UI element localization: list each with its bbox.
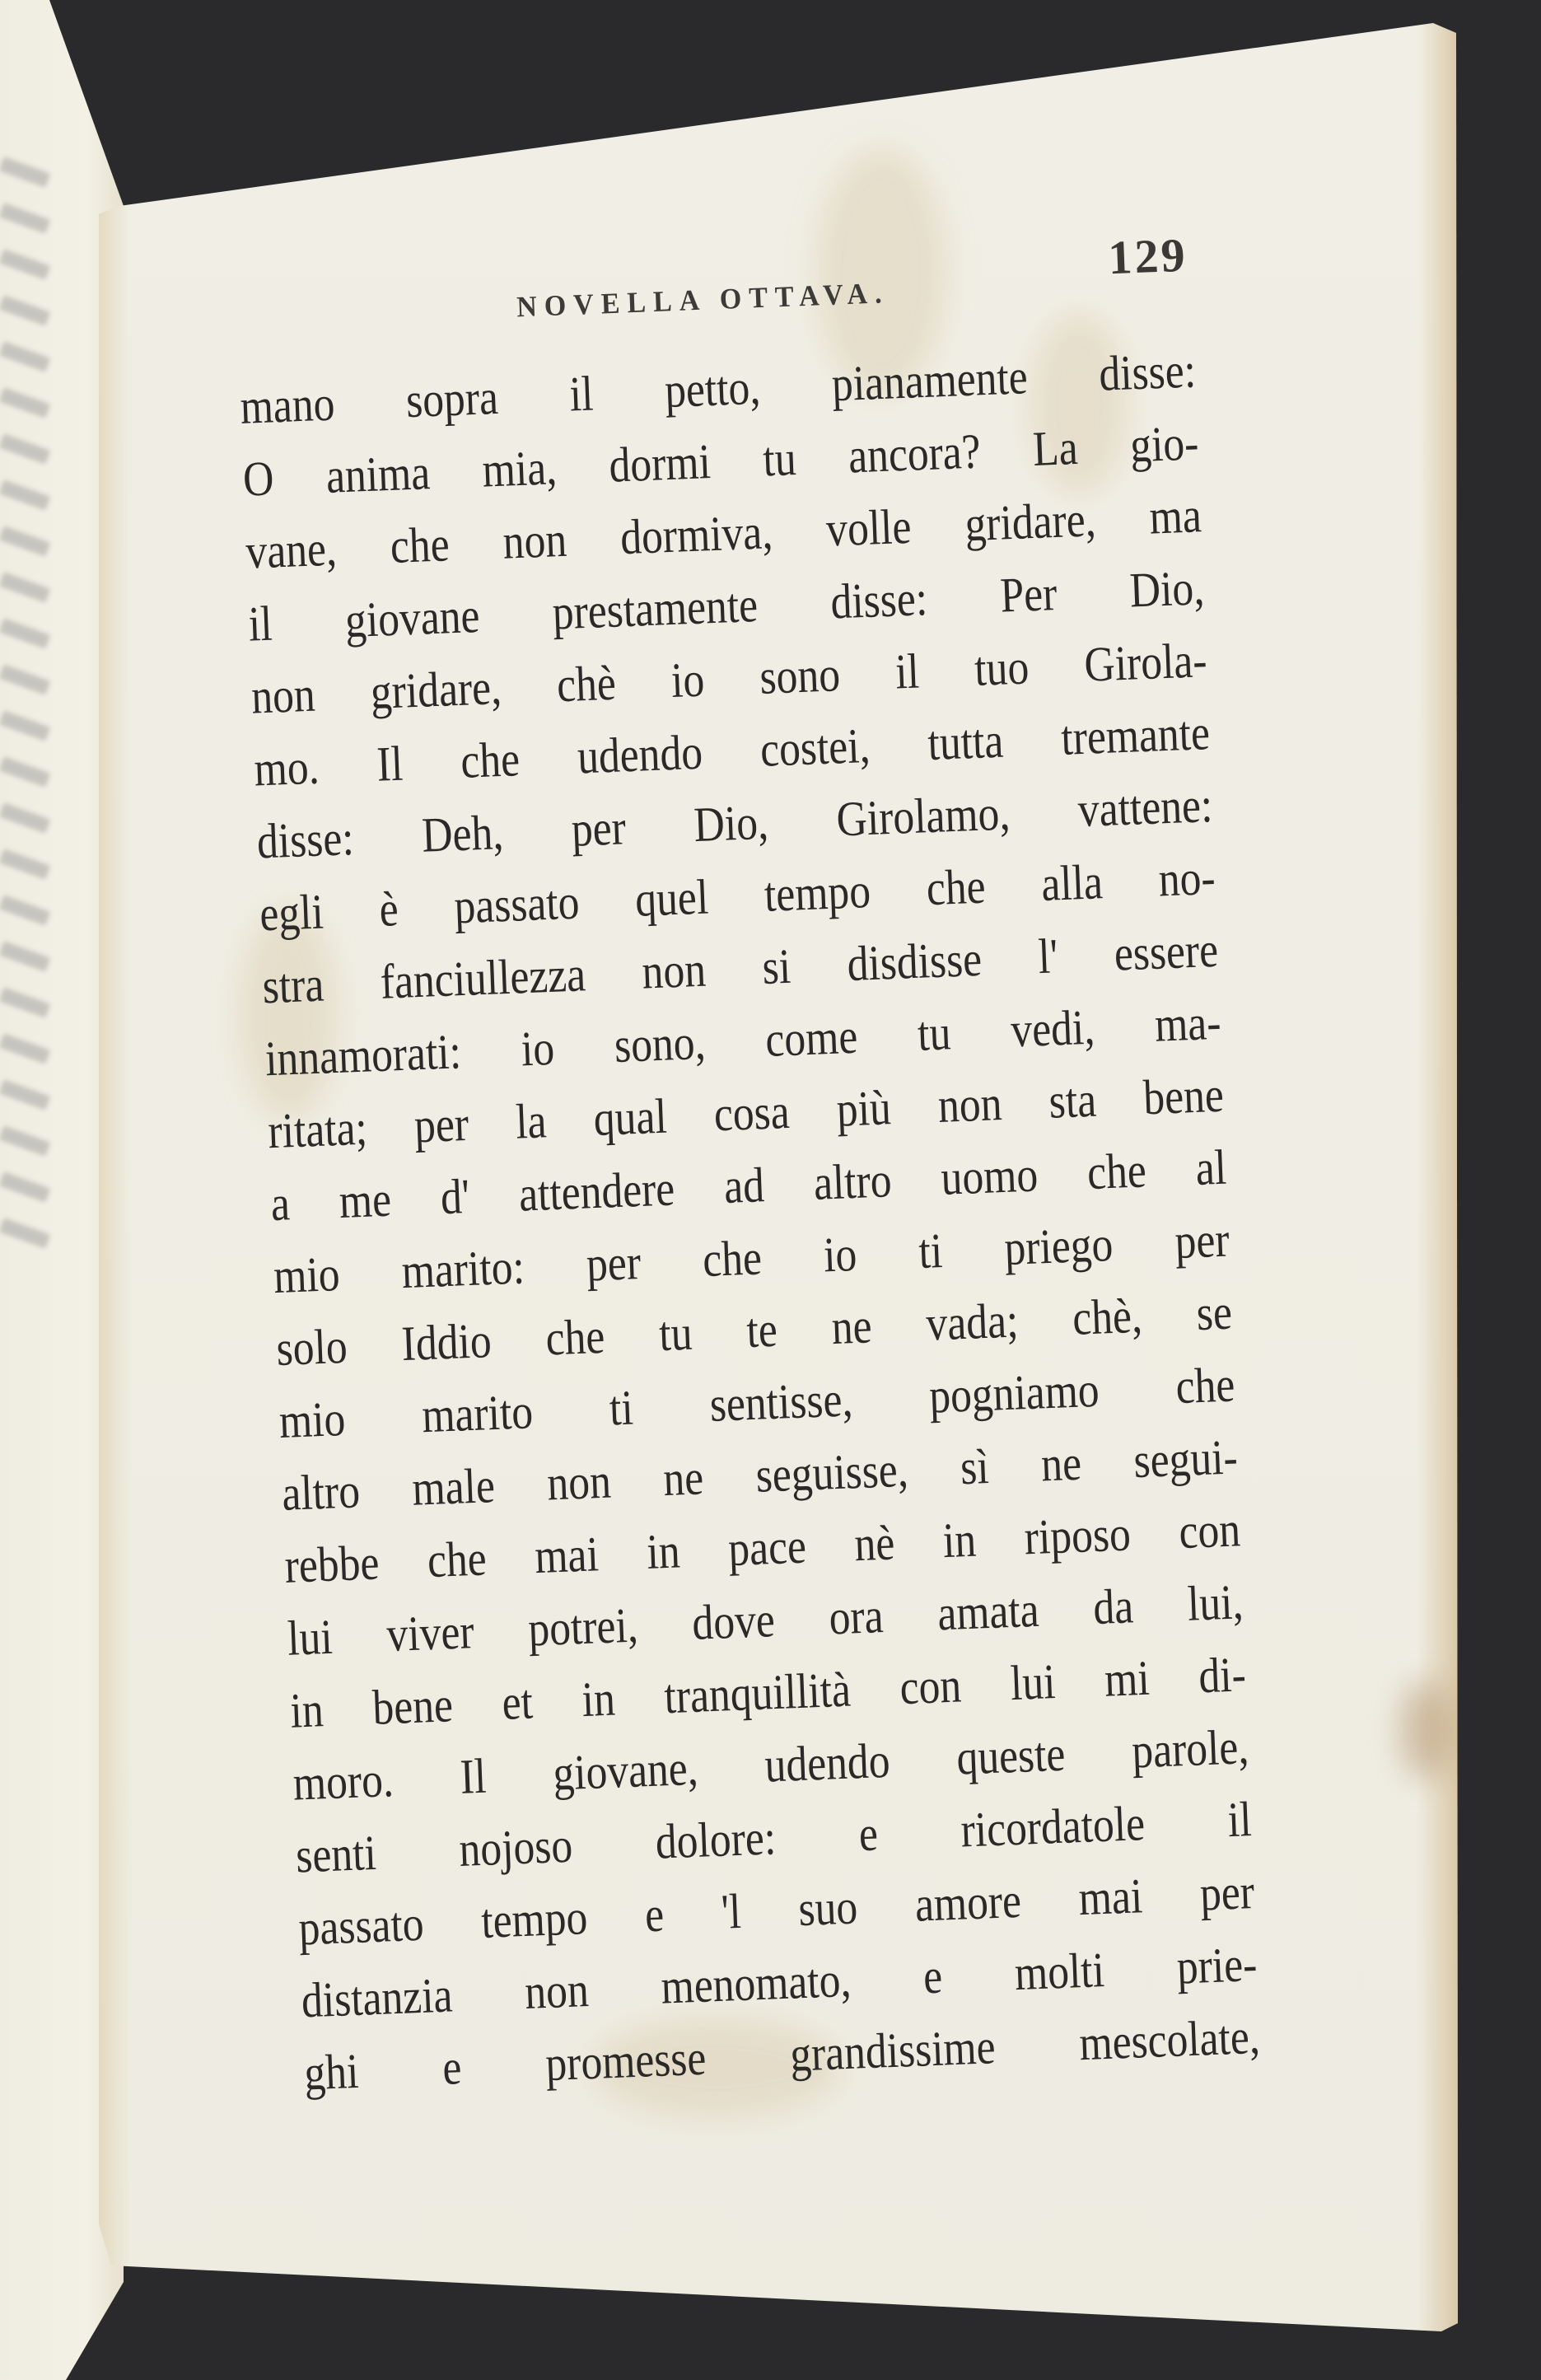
text-line: mio marito: per che io ti priego per [272,1212,1230,1304]
text-line: disse: Deh, per Dio, Girolamo, vattene: [255,777,1214,869]
text-fragment [0,618,50,648]
text-fragment [0,1125,50,1156]
text-line: a me d' attendere ad altro uomo che al [269,1139,1228,1232]
running-title: NOVELLA OTTAVA. [516,277,890,324]
text-fragment [0,664,50,694]
text-fragment [0,1171,50,1202]
text-fragment [0,710,50,741]
text-fragment [0,295,50,325]
text-fragment [0,433,50,464]
text-line: vane, che non dormiva, volle gridare, ma [245,488,1202,579]
text-line: non gridare, chè io sono il tuo Girola- [250,633,1208,724]
text-fragment [0,479,50,510]
text-line: rebbe che mai in pace nè in riposo con [283,1502,1242,1593]
text-line: stra fanciullezza non si disdisse l' essere [261,922,1220,1014]
text-line: mio marito ti sentisse, pogniamo che [278,1357,1236,1448]
text-line: ritata; per la qual cosa più non sta bene [267,1067,1225,1159]
text-line: solo Iddio che tu te ne vada; chè, se [275,1284,1234,1377]
text-line: passato tempo e 'l suo amore mai per [297,1863,1256,1956]
text-fragment [0,249,50,279]
text-line: in bene et in tranquillità con lui mi di- [289,1647,1247,1738]
text-line: ghi e promesse grandissime mescolate, [303,2008,1261,2101]
text-line: innamorati: io sono, come tu vedi, ma- [264,994,1222,1087]
text-fragment [0,802,50,833]
text-line: altro male non ne seguisse, sì ne segui- [281,1429,1239,1521]
text-fragment [0,1218,50,1248]
text-line: egli è passato quel tempo che alla no- [259,849,1216,942]
text-line: moro. Il giovane, udendo queste parole, [292,1719,1250,1811]
text-fragment [0,157,50,187]
text-fragment [0,341,50,372]
text-fragment [0,895,50,925]
text-line: O anima mia, dormi tu ancora? La gio- [241,415,1200,507]
text-fragment [0,1033,50,1064]
text-fragment [0,849,50,879]
body-text [239,334,1277,2110]
text-line: il giovane prestamente disse: Per Dio, [247,560,1206,652]
text-line: senti nojoso dolore: e ricordatole il [294,1792,1253,1883]
text-fragment [0,572,50,602]
foxing-stain [1400,1681,1450,1779]
left-page-bleed-text [0,165,49,1241]
text-fragment [0,941,50,971]
text-fragment [0,203,50,233]
page-text-block [235,227,1277,2110]
text-line: lui viver potrei, dove ora amata da lui, [286,1574,1244,1666]
text-fragment [0,1079,50,1110]
page-number: 129 [1107,227,1188,285]
text-line: mano sopra il petto, pianamente disse: [239,343,1198,434]
text-line: distanzia non menomato, e molti prie- [300,1936,1258,2028]
text-fragment [0,987,50,1017]
text-fragment [0,756,50,787]
text-fragment [0,387,50,418]
text-fragment [0,526,50,556]
text-line: mo. Il che udendo costei, tutta tremante [253,705,1211,797]
